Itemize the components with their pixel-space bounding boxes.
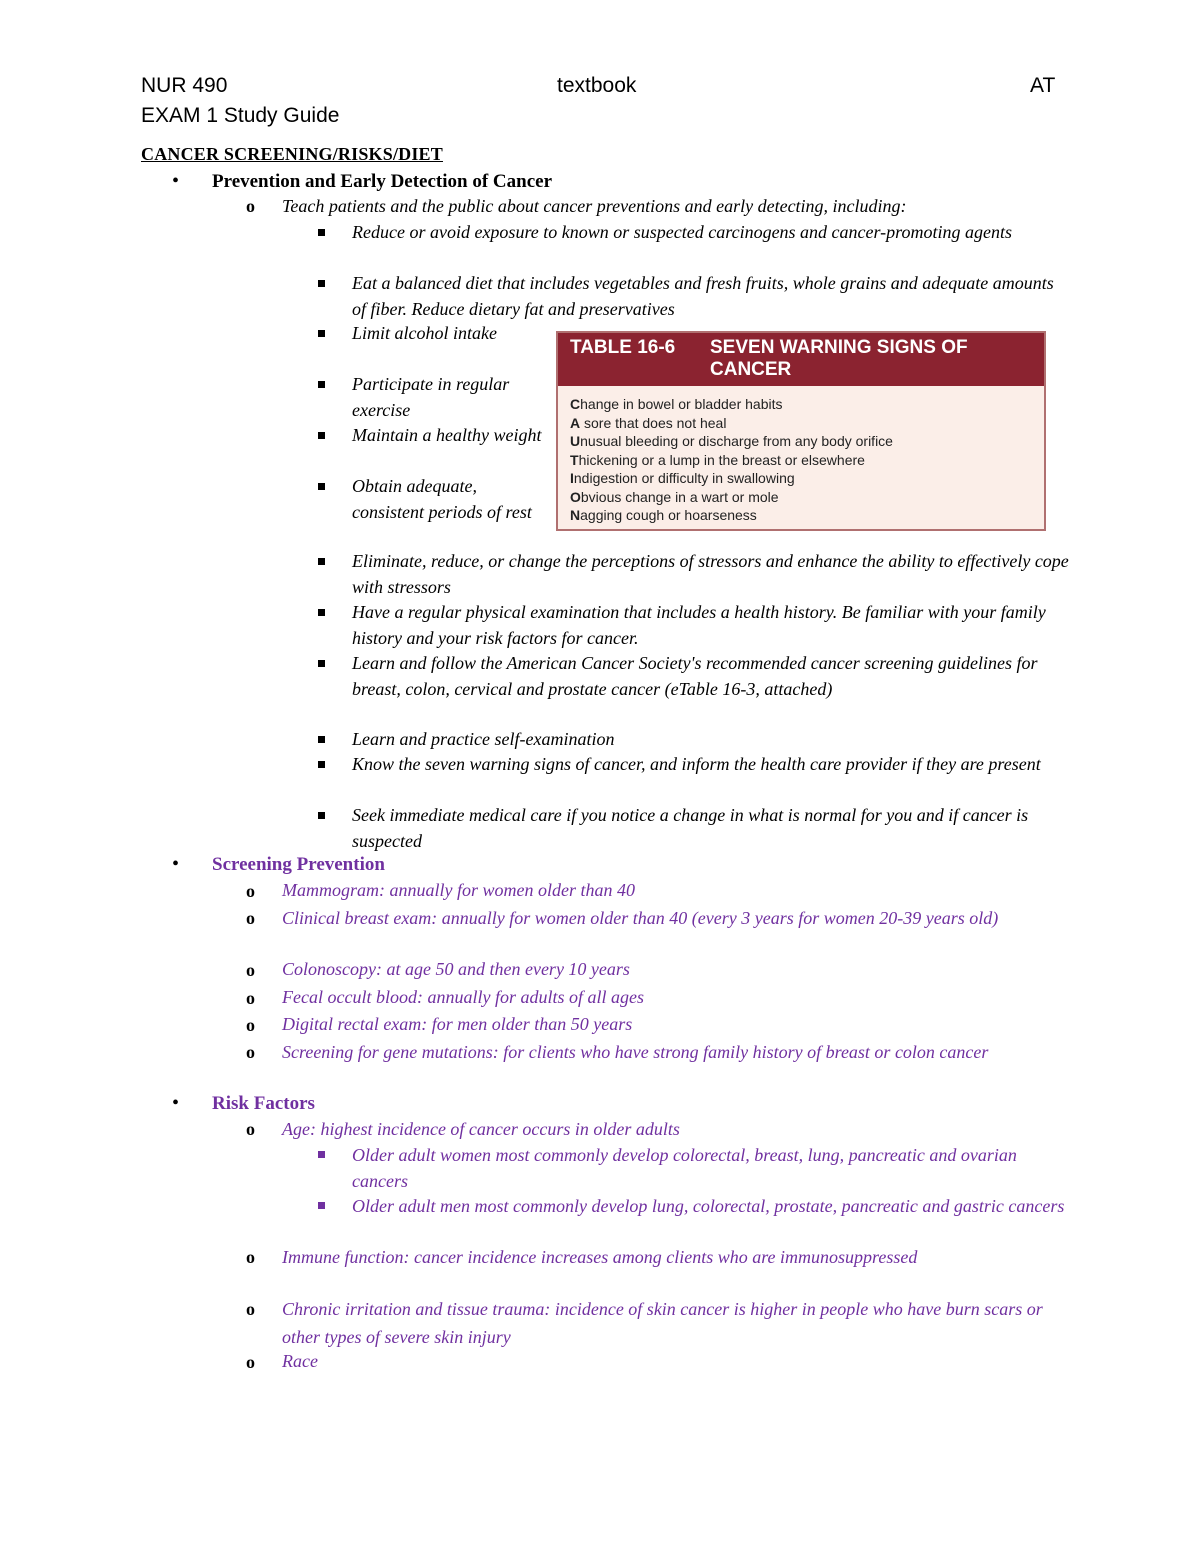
table-row: Thickening or a lump in the breast or elsewhere: [570, 451, 865, 468]
table-row: Nagging cough or hoarseness: [570, 507, 757, 523]
circle-marker: o: [246, 1119, 255, 1139]
circle-marker: o: [246, 881, 255, 901]
prevention-item: Limit alcohol intake: [352, 323, 497, 343]
square-bullet: [318, 812, 325, 819]
prevention-item: Reduce or avoid exposure to known or suspected carcinogens and cancer-promoting agents: [352, 222, 1012, 242]
square-bullet: [318, 1151, 325, 1158]
warning-signs-table: [556, 331, 1046, 531]
prevention-item: Seek immediate medical care if you notice a change in what is normal for you and if cancer is suspected: [352, 805, 1029, 851]
screening-item: Fecal occult blood: annually for adults of all ages: [282, 987, 644, 1007]
square-bullet: [318, 609, 325, 616]
prevention-heading: Prevention and Early Detection of Cancer: [212, 171, 553, 192]
table-row: A sore that does not heal: [570, 414, 727, 431]
screening-item: Mammogram: annually for women older than 40: [282, 880, 635, 900]
prevention-item: Participate in regular exercise: [352, 374, 510, 420]
risk-age-subitem: Older adult men most commonly develop lung, colorectal, prostate, pancreatic and gastric cancers: [352, 1196, 1065, 1216]
section-title: CANCER SCREENING/RISKS/DIET: [141, 144, 443, 164]
circle-marker: o: [246, 908, 255, 928]
screening-item: Screening for gene mutations: for clients who have strong family history of breast or colon cancer: [282, 1042, 989, 1062]
document-subtitle: EXAM 1 Study Guide: [141, 104, 340, 127]
risk-heading: Risk Factors: [212, 1093, 315, 1114]
table-row: Unusual bleeding or discharge from any body orifice: [570, 433, 893, 449]
square-bullet: [318, 558, 325, 565]
table-row: Change in bowel or bladder habits: [570, 396, 783, 412]
circle-marker: o: [246, 1042, 255, 1062]
circle-marker: o: [246, 1352, 255, 1372]
prevention-item: Eliminate, reduce, or change the perceptions of stressors and enhance the ability to effectively cope with stressors: [352, 551, 1069, 597]
screening-item: Clinical breast exam: annually for women older than 40 (every 3 years for women 20-39 years old): [282, 908, 999, 928]
circle-marker: o: [246, 1299, 255, 1319]
square-bullet: [318, 381, 325, 388]
bullet-marker: •: [172, 853, 180, 875]
table-title: SEVEN WARNING SIGNS OF CANCER: [710, 337, 968, 380]
prevention-item: Maintain a healthy weight: [352, 425, 542, 445]
risk-chronic: Chronic irritation and tissue trauma: incidence of skin cancer is higher in people who have burn scars or other types of severe skin injury: [282, 1299, 1043, 1347]
prevention-intro: Teach patients and the public about cancer preventions and early detecting, including:: [282, 196, 907, 216]
risk-age-subitem: Older adult women most commonly develop colorectal, breast, lung, pancreatic and ovarian cancers: [352, 1145, 1017, 1191]
risk-age: Age: highest incidence of cancer occurs in older adults: [282, 1119, 680, 1139]
circle-marker: o: [246, 1247, 255, 1267]
circle-marker: o: [246, 1015, 255, 1035]
prevention-item: Have a regular physical examination that includes a health history. Be familiar with your family history and your risk factors for cancer.: [352, 602, 1046, 648]
screening-item: Colonoscopy: at age 50 and then every 10 years: [282, 959, 630, 979]
author-initials: AT: [1030, 74, 1056, 97]
square-bullet: [318, 432, 325, 439]
square-bullet: [318, 330, 325, 337]
circle-marker: o: [246, 196, 255, 216]
table-row: Indigestion or difficulty in swallowing: [570, 470, 795, 486]
circle-marker: o: [246, 960, 255, 980]
source-label: textbook: [557, 74, 637, 97]
square-bullet: [318, 1202, 325, 1209]
course-code: NUR 490: [141, 74, 228, 97]
prevention-item: Know the seven warning signs of cancer, and inform the health care provider if they are present: [352, 754, 1041, 774]
risk-race: Race: [282, 1351, 318, 1371]
screening-heading: Screening Prevention: [212, 854, 385, 875]
prevention-item: Obtain adequate, consistent periods of rest: [352, 476, 532, 522]
square-bullet: [318, 280, 325, 287]
square-bullet: [318, 229, 325, 236]
bullet-marker: •: [172, 1092, 180, 1114]
table-header: [558, 333, 1044, 386]
screening-item: Digital rectal exam: for men older than 50 years: [282, 1014, 633, 1034]
table-number: TABLE 16-6: [570, 337, 676, 358]
bullet-marker: •: [172, 170, 180, 192]
square-bullet: [318, 660, 325, 667]
circle-marker: o: [246, 988, 255, 1008]
prevention-item: Learn and follow the American Cancer Society's recommended cancer screening guidelines for breast, colon, cervical and prostate cancer (eTable 16-3, attached): [352, 653, 1038, 699]
prevention-item: Eat a balanced diet that includes vegetables and fresh fruits, whole grains and adequate amounts of fiber. Reduce dietary fat and preservatives: [352, 273, 1054, 319]
table-row: Obvious change in a wart or mole: [570, 488, 779, 505]
square-bullet: [318, 483, 325, 490]
square-bullet: [318, 736, 325, 743]
risk-immune: Immune function: cancer incidence increases among clients who are immunosuppressed: [282, 1247, 918, 1267]
square-bullet: [318, 761, 325, 768]
prevention-item: Learn and practice self-examination: [352, 729, 615, 749]
